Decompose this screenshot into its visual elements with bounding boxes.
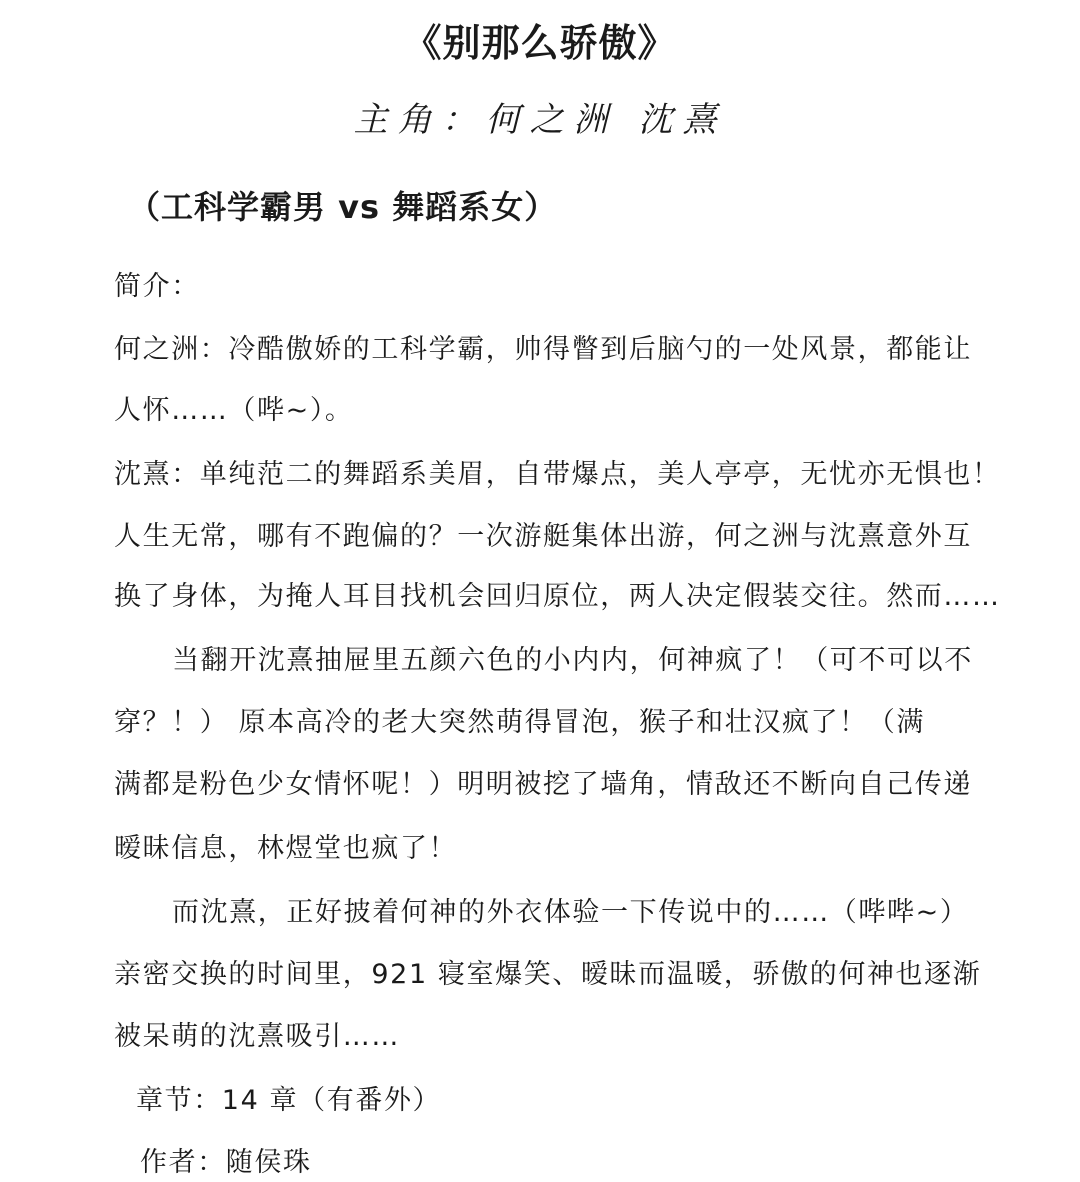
text-line: 人怀……（哔~）。 — [114, 395, 354, 426]
author-info: 作者：随侯珠 — [140, 1147, 312, 1178]
chapter-info: 章节：14 章（有番外） — [136, 1085, 442, 1116]
text-line: 被呆萌的沈熹吸引…… — [114, 1021, 400, 1052]
text-line: 人生无常，哪有不跑偏的？一次游艇集体出游，何之洲与沈熹意外互 — [114, 521, 972, 552]
text-line: 换了身体，为掩人耳目找机会回归原位，两人决定假装交往。然而…… — [114, 581, 1001, 612]
text-line: 沈熹：单纯范二的舞蹈系美眉，自带爆点，美人亭亭，无忧亦无惧也！ — [114, 459, 1001, 490]
text-line: 亲密交换的时间里，921 寝室爆笑、暧昧而温暖，骄傲的何神也逐渐 — [114, 959, 982, 990]
text-line: 穿？！） 原本高冷的老大突然萌得冒泡，猴子和壮汉疯了！（满 — [114, 707, 925, 738]
text-line: 何之洲：冷酷傲娇的工科学霸，帅得瞥到后脑勺的一处风景，都能让 — [114, 334, 972, 365]
text-line: 而沈熹，正好披着何神的外衣体验一下传说中的……（哔哔~） — [172, 897, 969, 928]
text-line: 当翻开沈熹抽屉里五颜六色的小内内，何神疯了！（可不可以不 — [172, 645, 973, 676]
book-tagline: （工科学霸男 vs 舞蹈系女） — [128, 188, 558, 226]
text-line: 满都是粉色少女情怀呢！）明明被挖了墙角，情敌还不断向自己传递 — [114, 769, 972, 800]
lead-characters: 主角：何之洲 沈熹 — [353, 100, 727, 140]
book-title: 《别那么骄傲》 — [403, 20, 677, 65]
text-line: 暧昧信息，林煜堂也疯了！ — [114, 833, 458, 864]
intro-label: 简介： — [114, 271, 200, 302]
